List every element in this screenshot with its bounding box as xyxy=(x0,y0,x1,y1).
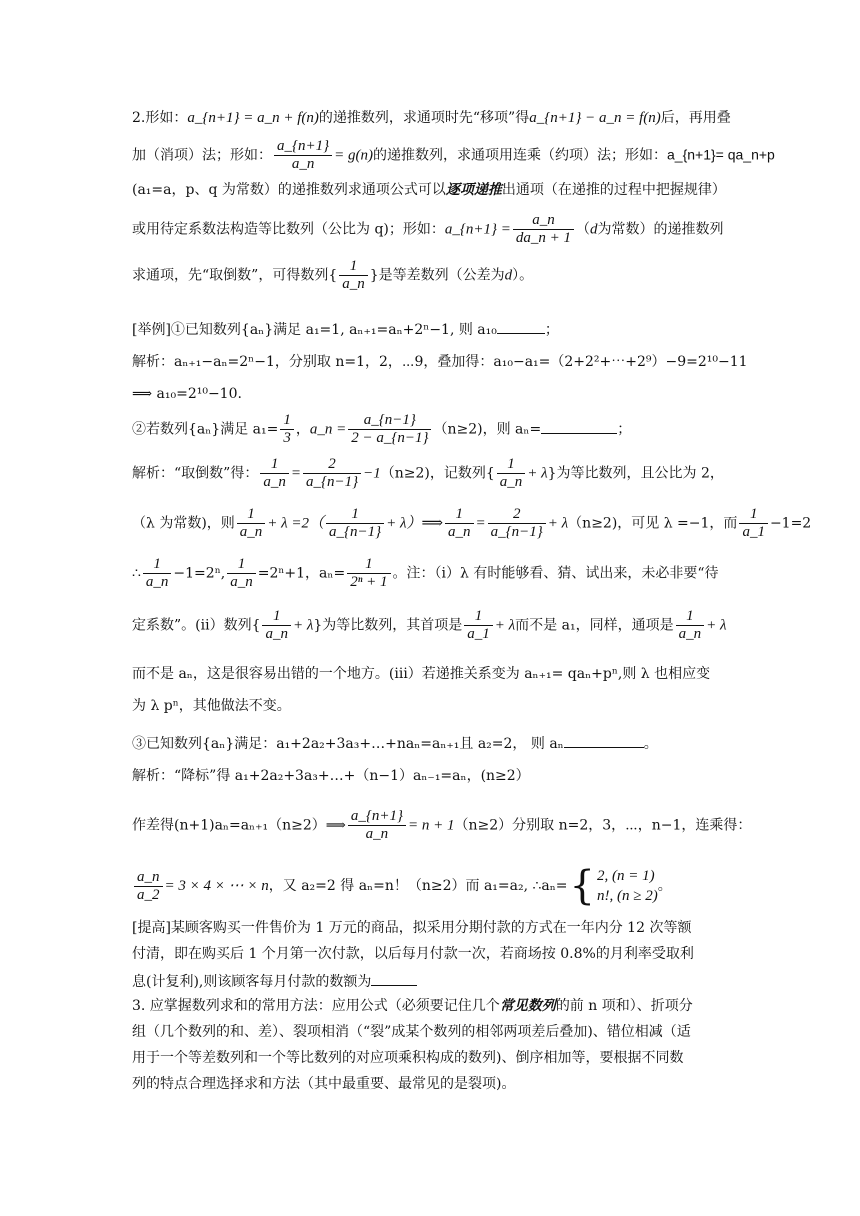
answer-blank xyxy=(541,418,617,434)
text: 出通项（在递推的过程中把握规律） xyxy=(501,182,726,198)
formula: + λ）⟹ xyxy=(386,515,444,532)
fraction: $\frac{1}{a\_1}$ xyxy=(464,608,493,643)
fraction: $\frac{1}{a\_n}$ xyxy=(339,258,368,293)
text: 的前 n 项和）、折项分 xyxy=(555,998,693,1014)
answer-blank xyxy=(564,732,644,748)
sec3-line1 xyxy=(132,996,693,1016)
emphasis: 常见数列 xyxy=(499,998,556,1014)
text: 3. 应掌握数列求和的常用方法：应用公式（必须要记住几个 xyxy=(132,998,500,1014)
sec3-line2 xyxy=(132,1022,691,1042)
text: [提高]某顾客购买一件售价为 1 万元的商品，拟采用分期付款的方式在一年内分 12 次等额 xyxy=(132,920,692,936)
text: 。 xyxy=(657,878,672,894)
formula: + λ xyxy=(292,617,314,634)
formula: a_n = xyxy=(309,421,347,438)
sec2-line4 xyxy=(132,212,724,247)
text: ）。 xyxy=(512,267,534,284)
fraction: $\frac{2}{a\_\{n-1\}}$ xyxy=(303,456,361,491)
text: 的递推数列，求通项时先“移项”得 xyxy=(318,110,530,126)
text: 解析：aₙ₊₁−aₙ=2ⁿ−1，分别取 n=1，2，⋯9，叠加得：a₁₀−a₁=（2+2²+⋯+2⁹）−9=2¹⁰−11 xyxy=(132,354,748,370)
formula: d xyxy=(590,221,598,238)
fraction: $\frac{a\_\{n+1\}}{a\_n}$ xyxy=(348,808,406,843)
text: ，又 a₂=2 得 aₙ=n！（n≥2）而 a₁=a₂, ∴aₙ= xyxy=(268,878,568,894)
formula: + λ xyxy=(547,515,569,532)
text: −1=2ⁿ, xyxy=(173,565,226,582)
text: 作差得(n+1)aₙ=aₙ₊₁（n≥2）⟹ xyxy=(132,817,346,834)
text: ⟹ a₁₀=2¹⁰−10. xyxy=(132,386,242,402)
text: 解析：“取倒数”得： xyxy=(132,465,259,482)
formula: a_{n+1} = xyxy=(444,221,511,238)
text: ∴ xyxy=(132,565,141,582)
sec3-line3 xyxy=(132,1048,683,1068)
text: ； xyxy=(544,322,559,338)
text: （n≥2)，记数列{ xyxy=(380,465,495,482)
fraction: $\frac{1}{a\_n}$ xyxy=(262,608,291,643)
fraction: $\frac{1}{a\_n}$ xyxy=(445,506,474,541)
sec3-line4 xyxy=(132,1074,515,1094)
ex3-question xyxy=(132,732,658,754)
formula: + λ xyxy=(527,465,548,482)
fraction: $\frac{1}{a\_n}$ xyxy=(676,608,705,643)
formula: −1 xyxy=(363,465,381,482)
ex2-sol-line3 xyxy=(132,556,719,591)
formula: = xyxy=(290,465,301,482)
text: ， xyxy=(295,421,310,438)
text: 用于一个等差数列和一个等比数列的对应项乘积构成的数列)、倒序相加等，要根据不同数 xyxy=(132,1050,684,1066)
ex3-sol-line2 xyxy=(132,808,751,843)
fraction: $\frac{1}{a\_n}$ xyxy=(143,556,172,591)
ex2-sol-line5 xyxy=(132,664,710,684)
text: (a₁=a，p、q 为常数）的递推数列求通项公式可以 xyxy=(132,182,446,198)
fraction: $\frac{a\_n}{da\_n + 1}$ xyxy=(513,212,574,247)
text: 定系数”。(ⅱ）数列{ xyxy=(132,617,261,634)
text: 为常数）的递推数列 xyxy=(597,221,724,238)
text: 加（消项）法；形如： xyxy=(132,147,272,164)
text: （ xyxy=(576,221,590,238)
text: （n≥2)，可见 λ =−1，而 xyxy=(568,515,738,532)
answer-blank xyxy=(371,970,417,986)
text: [举例]①已知数列{aₙ}满足 a₁=1, aₙ₊₁=aₙ+2ⁿ−1, 则 a₁₀ xyxy=(132,322,497,338)
text: 为 λ pⁿ，其他做法不变。 xyxy=(132,698,291,714)
ex2-sol-line4 xyxy=(132,608,726,643)
fraction: $\frac{a\_\{n+1\}}{a\_n}$ xyxy=(274,138,332,173)
fraction: $\frac{a\_\{n-1\}}{2 - a\_\{n-1\}}$ xyxy=(348,412,431,447)
left-brace: { xyxy=(569,863,595,909)
text: （n≥2）分别取 n=2，3，⋯，n−1，连乘得： xyxy=(454,817,752,834)
text: 求通项，先“取倒数”，可得数列{ xyxy=(132,267,338,284)
text: −1=2 xyxy=(769,515,812,532)
formula: + λ xyxy=(494,617,516,634)
text: 的递推数列，求通项用连乘（约项）法；形如： xyxy=(373,147,667,164)
tigao-line3 xyxy=(132,970,417,992)
text: }是等差数列（公差为 xyxy=(369,267,505,284)
text: 息(计复利),则该顾客每月付款的数额为 xyxy=(132,974,372,990)
ex2-sol-line6 xyxy=(132,696,291,716)
text: }为等比数列，其首项是 xyxy=(313,617,463,634)
text: ③已知数列{aₙ}满足：a₁+2a₂+3a₃+…+naₙ=aₙ₊₁且 a₂=2， 则 aₙ xyxy=(132,736,564,752)
ex3-sol-line1 xyxy=(132,766,530,786)
text: （λ 为常数)，则 xyxy=(132,515,235,532)
text: 而不是 aₙ，这是很容易出错的一个地方。(ⅲ）若递推关系变为 aₙ₊₁= qaₙ+pⁿ,则 λ 也相应变 xyxy=(132,666,711,682)
formula: = xyxy=(475,515,486,532)
answer-blank xyxy=(497,318,545,334)
ex2-question xyxy=(132,412,631,447)
text: 后，再用叠 xyxy=(660,110,731,126)
ex1-question xyxy=(132,318,559,340)
ex2-sol-line2 xyxy=(132,506,811,541)
fraction: $\frac{1}{3}$ xyxy=(280,412,294,447)
text: 2.形如： xyxy=(132,110,188,126)
ex1-solution xyxy=(132,352,748,372)
emphasis: 逐项递推 xyxy=(445,182,502,198)
fraction: $\frac{a\_n}{a\_2}$ xyxy=(134,869,163,904)
text: 而不是 a₁，同样，通项是 xyxy=(515,617,674,634)
formula: + λ =2（ xyxy=(267,515,325,532)
ex2-sol-line1 xyxy=(132,456,724,491)
sec2-line5 xyxy=(132,258,533,293)
sec2-line3 xyxy=(132,180,726,200)
text: ②若数列{aₙ}满足 a₁= xyxy=(132,421,279,438)
formula: a_{n+1} = a_n + f(n) xyxy=(187,110,319,126)
text: 付清，即在购买后 1 个月第一次付款，以后每月付款一次，若商场按 0.8%的月利率受取利 xyxy=(132,946,694,962)
text: ； xyxy=(617,421,632,438)
ex3-sol-line3 xyxy=(132,863,672,909)
sec2-line1 xyxy=(132,108,731,128)
text: 。注：（ⅰ）λ 有时能够看、猜、试出来，未必非要“待 xyxy=(392,565,719,582)
formula: a_{n+1}= qa_n+p xyxy=(667,146,775,163)
sec2-line2 xyxy=(132,138,775,173)
fraction: $\frac{2}{a\_\{n-1\}}$ xyxy=(488,506,546,541)
piecewise-cases: 2, (n = 1) n!, (n ≥ 2) xyxy=(597,868,658,904)
text: （n≥2)，则 aₙ= xyxy=(433,421,542,438)
fraction: $\frac{1}{a\_\{n-1\}}$ xyxy=(326,506,384,541)
fraction: $\frac{1}{a\_n}$ xyxy=(497,456,526,491)
formula: = 3 × 4 × ⋯ × n xyxy=(164,878,269,894)
fraction: $\frac{1}{a\_n}$ xyxy=(237,506,266,541)
formula: a_{n+1} − a_n = f(n) xyxy=(529,110,661,126)
fraction: $\frac{1}{a\_1}$ xyxy=(739,506,768,541)
formula: + λ xyxy=(706,617,727,634)
text: 解析：“降标”得 a₁+2a₂+3a₃+…+（n−1）aₙ₋₁=aₙ，(n≥2） xyxy=(132,768,530,784)
tigao-line1 xyxy=(132,918,691,938)
formula: = n + 1 xyxy=(407,817,455,834)
text: }为等比数列，且公比为 2， xyxy=(547,465,724,482)
text: 列的特点合理选择求和方法（其中最重要、最常见的是裂项)。 xyxy=(132,1076,516,1092)
text: 组（几个数列的和、差）、裂项相消（“裂”成某个数列的相邻两项差后叠加)、错位相减（适 xyxy=(132,1024,691,1040)
fraction: $\frac{1}{a\_n}$ xyxy=(260,456,289,491)
text: 。 xyxy=(643,736,658,752)
text: 或用待定系数法构造等比数列（公比为 q)；形如： xyxy=(132,221,445,238)
ex1-result xyxy=(132,384,242,404)
formula: = g(n) xyxy=(334,147,373,164)
fraction: $\frac{1}{\text{2ⁿ + 1}}$ xyxy=(347,556,390,591)
text: =2ⁿ+1，aₙ= xyxy=(257,565,346,582)
formula: d xyxy=(504,267,513,284)
fraction: $\frac{1}{a\_n}$ xyxy=(227,556,256,591)
tigao-line2 xyxy=(132,944,694,964)
